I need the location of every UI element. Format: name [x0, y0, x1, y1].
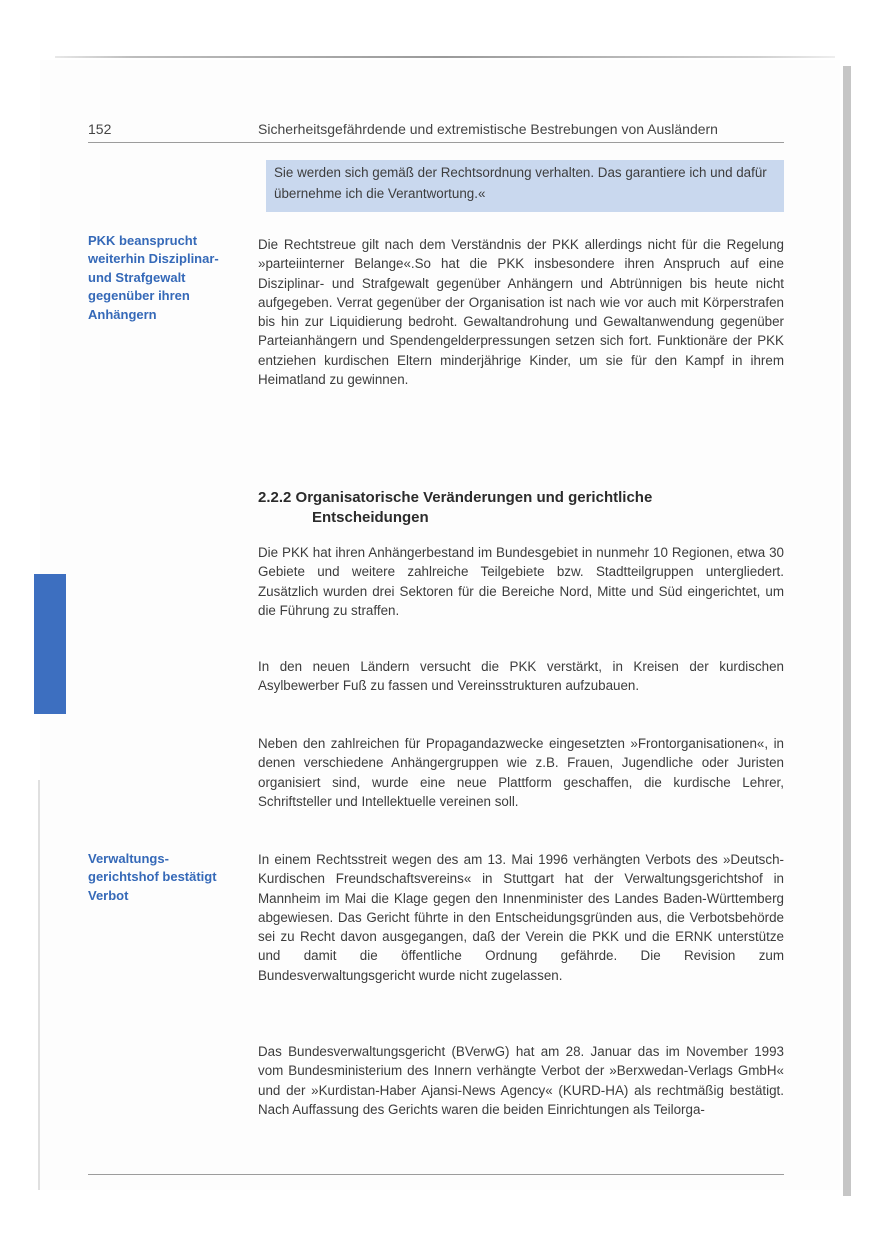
scan-left-edge	[38, 780, 40, 1190]
section-heading	[258, 488, 784, 528]
page-sheet	[40, 60, 840, 1190]
section-title-line1: 2.2.2 Organisatorische Veränderungen und gerichtliche	[258, 489, 653, 506]
quote-text: Sie werden sich gemäß der Rechtsordnung verhalten. Das garantiere ich und dafür übernehme ich die Verantwortung.«	[274, 165, 767, 201]
scan-right-edge	[843, 66, 851, 1196]
paragraph-bverwg: Das Bundesverwaltungsgericht (BVerwG) hat am 28. Januar das im November 1993 vom Bundesministerium des Innern verhängte Verbot der »Berxwedan-Verlags GmbH« und der »Kurdistan-Haber Ajansi-News Agency« (KURD-HA) als rechtmäßig bestätigt. Nach Auffassung des Gerichts waren die beiden Einrichtungen als Teilorga-	[258, 1044, 784, 1117]
page-number: 152	[88, 121, 112, 137]
paragraph-frontorganisationen: Neben den zahlreichen für Propagandazwecke eingesetzten »Frontorganisationen«, in denen verschiedene Anhängergruppen wie z.B. Frauen, Jugendliche oder Juristen organisiert sind, wurde eine neue Plattform geschaffen, die kurdische Lehrer, Schriftsteller und Intellektuelle vereinen soll.	[258, 736, 784, 809]
margin-note-verwaltungsgerichtshof: Verwaltungs-gerichtshof bestätigt Verbot	[88, 851, 217, 903]
running-head: Sicherheitsgefährdende und extremistische Bestrebungen von Ausländern	[258, 121, 718, 137]
footer-divider	[88, 1174, 784, 1175]
paragraph-anhaengerbestand: Die PKK hat ihren Anhängerbestand im Bundesgebiet in nunmehr 10 Regionen, etwa 30 Gebiete und weitere zahlreiche Teilgebiete bzw. Stadtteilgruppen untergliedert. Zusätzlich wurden drei Sektoren für die Bereiche Nord, Mitte und Süd eingerichtet, um die Führung zu straffen.	[258, 545, 784, 618]
section-title-line2: Entscheidungen	[312, 509, 429, 526]
paragraph-rechtsstreit: In einem Rechtsstreit wegen des am 13. Mai 1996 verhängten Verbots des »Deutsch-Kurdischen Freundschaftsvereins« in Stuttgart hat der Verwaltungsgerichtshof in Mannheim im Mai die Klage gegen den Innenminister des Landes Baden-Württemberg abgewiesen. Das Gericht führte in den Entscheidungsgründen aus, die Verbotsbehörde sei zu Recht davon ausgegangen, daß der Verein die PKK und die ERNK unterstütze und damit die öffentliche Ordnung gefährde. Die Revision zum Bundesverwaltungsgericht wurde nicht zugelassen.	[258, 852, 784, 983]
margin-note-pkk: PKK beansprucht weiterhin Disziplinar- und Strafgewalt gegenüber ihren Anhängern	[88, 233, 219, 322]
paragraph-neue-laender: In den neuen Ländern versucht die PKK verstärkt, in Kreisen der kurdischen Asylbewerber Fuß zu fassen und Vereinsstrukturen aufzubauen.	[258, 659, 784, 694]
chapter-tab-marker	[34, 574, 66, 714]
paragraph-rechtstreue: Die Rechtstreue gilt nach dem Verständnis der PKK allerdings nicht für die Regelung »parteiinterner Belange«.So hat die PKK insbesondere ihren Anspruch auf eine Disziplinar- und Strafgewalt gegenüber Anhängern und Abtrünnigen bis heute nicht aufgegeben. Verrat gegenüber der Organisation ist nach wie vor auch mit Körperstrafen bis hin zur Liquidierung bedroht. Gewaltandrohung und Gewaltanwendung gegenüber Parteianhängern und Spendengelderpressungen setzen sich fort. Funktionäre der PKK entziehen kurdischen Eltern minderjährige Kinder, um sie für den Kampf in ihrem Heimatland zu gewinnen.	[258, 237, 784, 388]
scan-top-edge	[55, 56, 835, 58]
header-divider	[88, 142, 784, 143]
